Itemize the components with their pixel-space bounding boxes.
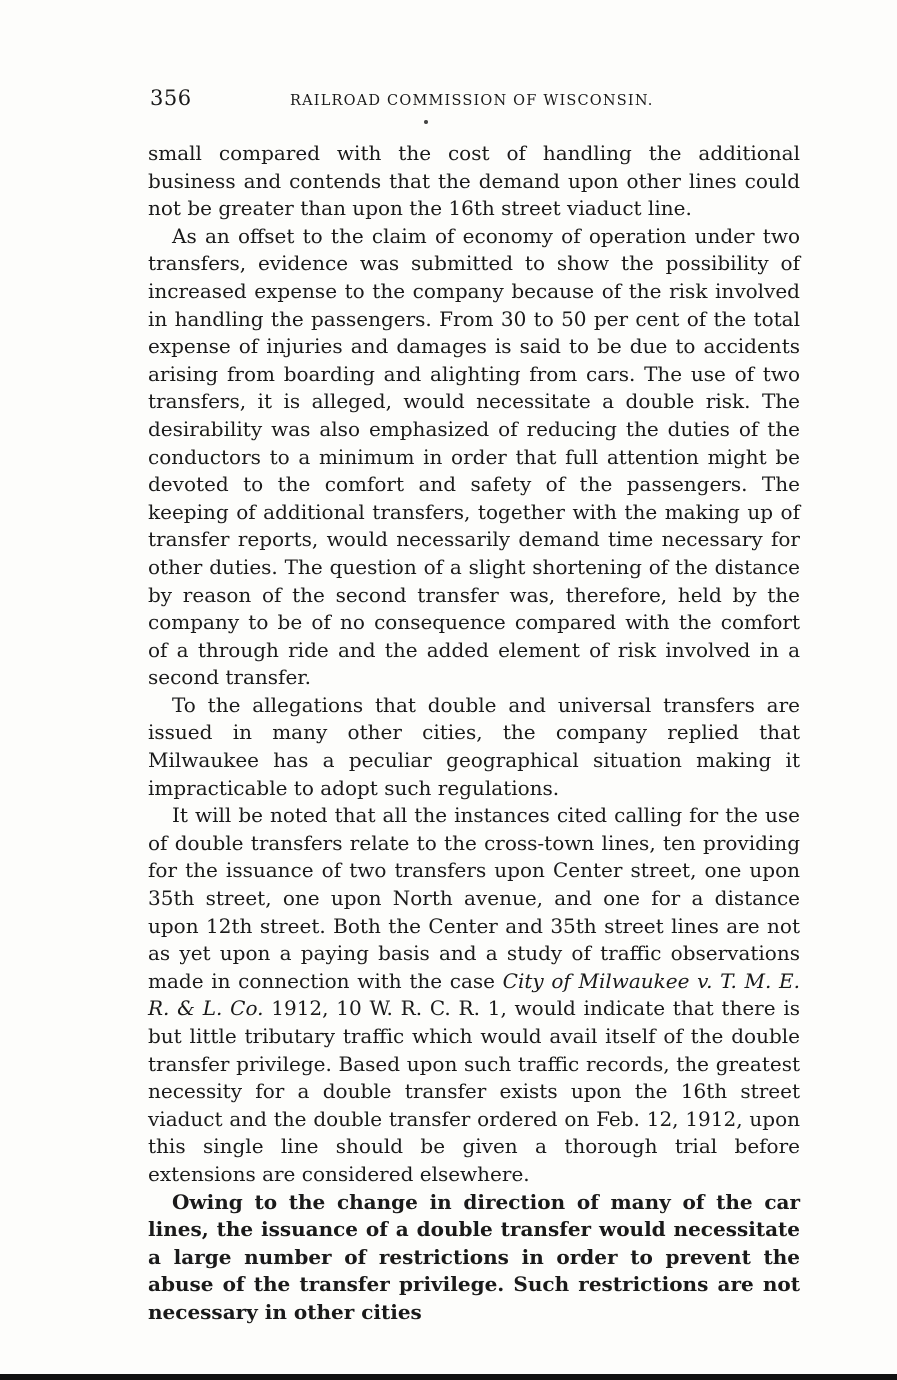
- running-head: RAILROAD COMMISSION OF WISCONSIN.: [290, 93, 654, 109]
- body-text: [148, 140, 800, 1327]
- paragraph-2: As an offset to the claim of economy of operation under two transfers, evidence was submitted to show the possibility of increased expense to the company because of the risk involved in handling the passengers. From 30 to 50 per cent of the total expense of injuries and damages is said to be due to accidents arising from boarding and alighting from cars. The use of two transfers, it is alleged, would necessitate a double risk. The desirability was also emphasized of reducing the duties of the conductors to a minimum in order that full attention might be devoted to the comfort and safety of the passengers. The keeping of additional transfers, together with the making up of transfer reports, would necessarily demand time necessary for other duties. The question of a slight shortening of the distance by reason of the second transfer was, therefore, held by the company to be of no consequence compared with the comfort of a through ride and the added element of risk involved in a second transfer.: [148, 223, 800, 690]
- page-number: 356: [150, 86, 192, 110]
- paragraph-5: Owing to the change in direction of many of the car lines, the issuance of a double transfer would necessitate a large number of restrictions in order to prevent the abuse of the transfer privilege. Such restrictions are not necessary in other cities: [148, 1189, 800, 1324]
- print-speck: [424, 120, 428, 124]
- paragraph-4-text-a: It will be noted that all the instances cited calling for the use of double transfers relate to the cross-town lines, ten providing for the issuance of two transfers upon Center street, one upon 35th street, one upon North avenue, and one for a distance upon 12th street. Both the Center and 35th street lines are not as yet upon a paying basis and a study of traffic observations made in connection with the case: [148, 803, 800, 993]
- paragraph-4: [148, 802, 800, 1188]
- paragraph-3: To the allegations that double and universal transfers are issued in many other cities, the company replied that Milwaukee has a peculiar geographical situation making it impracticable to adopt such regulations.: [148, 692, 800, 800]
- scan-bottom-border: [0, 1374, 897, 1380]
- paragraph-4-text-b: 1912, 10 W. R. C. R. 1, would indicate that there is but little tributary traffic which would avail itself of the double transfer privilege. Based upon such traffic records, the greatest necessity for a double transfer exists upon the 16th street viaduct and the double transfer ordered on Feb. 12, 1912, upon this single line should be given a thorough trial before extensions are considered elsewhere.: [148, 996, 801, 1186]
- page-header: [150, 86, 800, 116]
- paragraph-1: small compared with the cost of handling the additional business and contends that the demand upon other lines could not be greater than upon the 16th street viaduct line.: [148, 141, 800, 221]
- case-citation: City of Milwaukee v. T. M. E. R. & L. Co.: [148, 968, 800, 1021]
